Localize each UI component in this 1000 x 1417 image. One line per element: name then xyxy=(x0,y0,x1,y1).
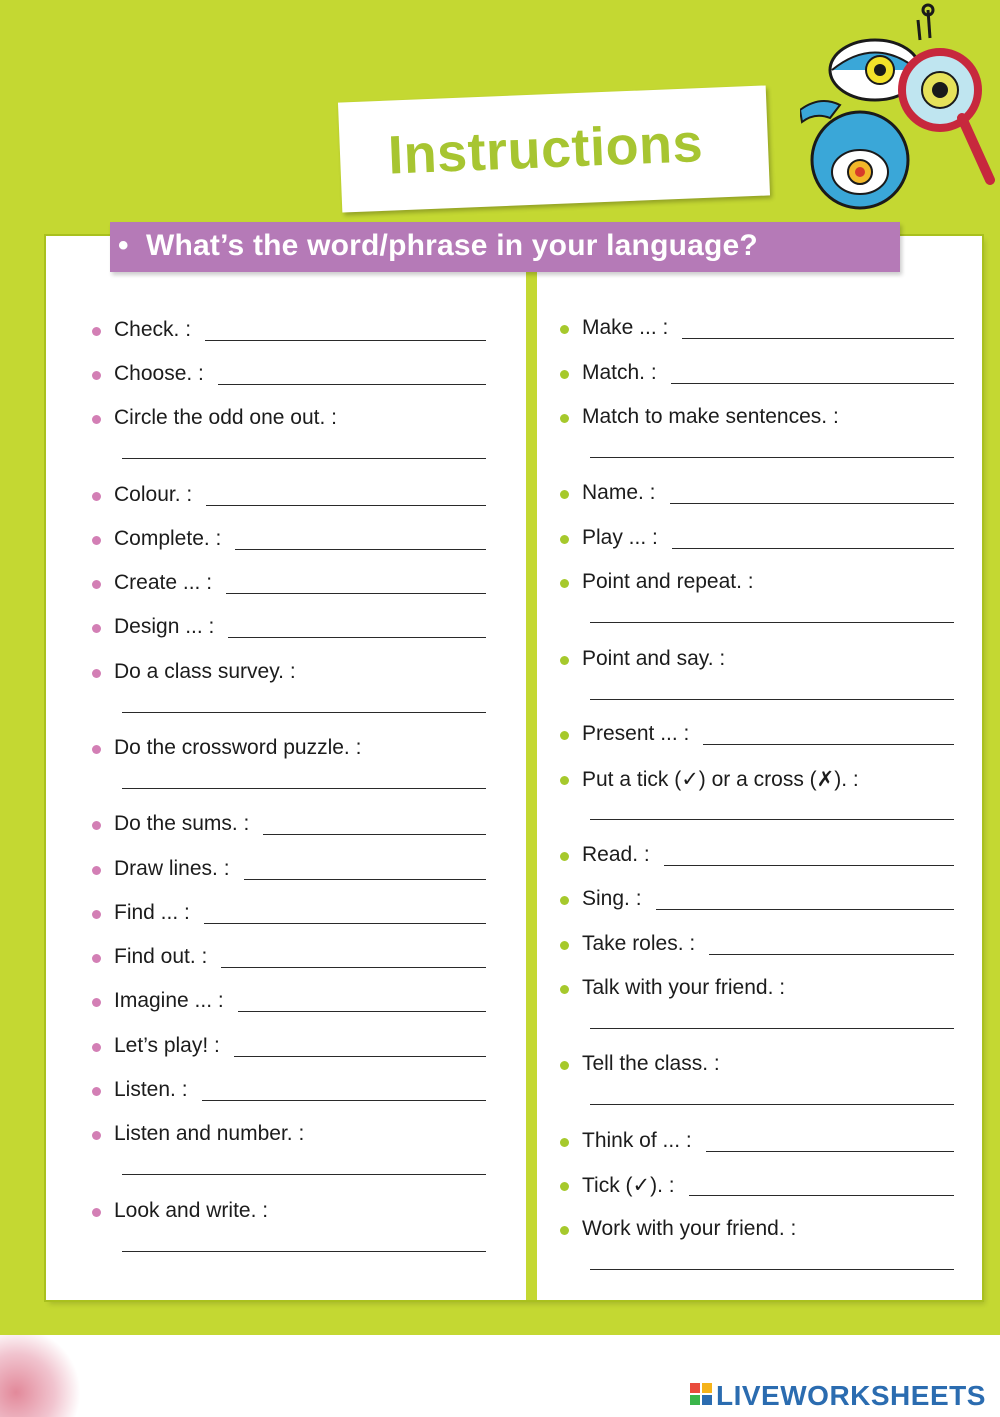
answer-line[interactable] xyxy=(122,1174,486,1175)
instruction-label: Tell the class. : xyxy=(582,1052,720,1075)
instruction-label: Colour. : xyxy=(114,483,193,506)
instruction-label: Imagine ... : xyxy=(114,989,224,1012)
instruction-label: Draw lines. : xyxy=(114,857,230,880)
answer-line[interactable] xyxy=(226,593,486,594)
bullet-dot xyxy=(92,624,101,633)
answer-line[interactable] xyxy=(590,1028,954,1029)
instruction-label: Check. : xyxy=(114,318,192,341)
bullet-dot xyxy=(560,1226,569,1235)
instruction-label: Listen and number. : xyxy=(114,1122,305,1145)
instruction-label: Make ... : xyxy=(582,316,669,339)
bullet-dot xyxy=(560,1138,569,1147)
answer-line[interactable] xyxy=(122,458,486,459)
answer-line[interactable] xyxy=(218,384,486,385)
answer-line[interactable] xyxy=(590,457,954,458)
pink-corner-decoration xyxy=(0,1335,80,1417)
banner-bullet: • xyxy=(118,229,129,262)
bullet-dot xyxy=(560,731,569,740)
answer-line[interactable] xyxy=(122,788,486,789)
bullet-dot xyxy=(560,985,569,994)
banner-text: What’s the word/phrase in your language? xyxy=(146,229,758,262)
bullet-dot xyxy=(92,1131,101,1140)
page-title: Instructions xyxy=(386,113,705,186)
answer-line[interactable] xyxy=(122,1251,486,1252)
answer-line[interactable] xyxy=(590,1269,954,1270)
logo-text: LIVEWORKSHEETS xyxy=(716,1380,986,1411)
answer-line[interactable] xyxy=(590,622,954,623)
bullet-dot xyxy=(92,998,101,1007)
answer-line[interactable] xyxy=(671,383,954,384)
instruction-label: Do the sums. : xyxy=(114,812,250,835)
bullet-dot xyxy=(92,669,101,678)
bullet-dot xyxy=(92,492,101,501)
answer-line[interactable] xyxy=(205,340,486,341)
answer-line[interactable] xyxy=(706,1151,954,1152)
instruction-label: Design ... : xyxy=(114,615,215,638)
bullet-dot xyxy=(92,371,101,380)
instruction-label: Put a tick (✓) or a cross (✗). : xyxy=(582,768,859,791)
answer-line[interactable] xyxy=(590,1104,954,1105)
bullet-dot xyxy=(560,325,569,334)
bullet-dot xyxy=(92,954,101,963)
answer-line[interactable] xyxy=(664,865,954,866)
instruction-label: Circle the odd one out. : xyxy=(114,406,337,429)
instruction-label: Do the crossword puzzle. : xyxy=(114,736,362,759)
liveworksheets-logo xyxy=(690,1380,990,1411)
answer-line[interactable] xyxy=(709,954,954,955)
bullet-dot xyxy=(560,1182,569,1191)
answer-line[interactable] xyxy=(206,505,486,506)
instruction-label: Sing. : xyxy=(582,887,642,910)
answer-line[interactable] xyxy=(590,819,954,820)
answer-line[interactable] xyxy=(204,923,486,924)
bullet-dot xyxy=(560,941,569,950)
bullet-dot xyxy=(560,414,569,423)
bullet-dot xyxy=(92,910,101,919)
instruction-label: Point and repeat. : xyxy=(582,570,754,593)
answer-line[interactable] xyxy=(263,834,486,835)
instruction-label: Listen. : xyxy=(114,1078,188,1101)
instruction-label: Match to make sentences. : xyxy=(582,405,839,428)
bullet-dot xyxy=(92,821,101,830)
robot-mascot-illustration xyxy=(800,0,1000,215)
instruction-label: Present ... : xyxy=(582,722,690,745)
instruction-label: Choose. : xyxy=(114,362,204,385)
column-divider xyxy=(526,264,537,1300)
instruction-label: Complete. : xyxy=(114,527,222,550)
instruction-label: Read. : xyxy=(582,843,650,866)
bullet-dot xyxy=(560,1061,569,1070)
answer-line[interactable] xyxy=(202,1100,486,1101)
bullet-dot xyxy=(560,656,569,665)
instruction-label: Work with your friend. : xyxy=(582,1217,797,1240)
instruction-label: Create ... : xyxy=(114,571,213,594)
bullet-dot xyxy=(560,535,569,544)
bullet-dot xyxy=(560,852,569,861)
instruction-label: Think of ... : xyxy=(582,1129,692,1152)
bullet-dot xyxy=(560,776,569,785)
answer-line[interactable] xyxy=(682,338,954,339)
answer-line[interactable] xyxy=(672,548,954,549)
instruction-label: Match. : xyxy=(582,361,657,384)
instruction-label: Point and say. : xyxy=(582,647,726,670)
answer-line[interactable] xyxy=(238,1011,486,1012)
bullet-dot xyxy=(560,896,569,905)
answer-line[interactable] xyxy=(656,909,954,910)
bullet-dot xyxy=(92,327,101,336)
instruction-label: Look and write. : xyxy=(114,1199,269,1222)
bullet-dot xyxy=(92,866,101,875)
instruction-label: Find ... : xyxy=(114,901,190,924)
instruction-label: Do a class survey. : xyxy=(114,660,296,683)
bullet-dot xyxy=(92,415,101,424)
bullet-dot xyxy=(92,536,101,545)
bullet-dot xyxy=(92,1087,101,1096)
instruction-label: Play ... : xyxy=(582,526,658,549)
bullet-dot xyxy=(92,1043,101,1052)
instruction-label: Tick (✓). : xyxy=(582,1174,675,1197)
answer-line[interactable] xyxy=(590,699,954,700)
instruction-label: Name. : xyxy=(582,481,656,504)
question-banner xyxy=(110,222,900,272)
instruction-label: Take roles. : xyxy=(582,932,696,955)
bullet-dot xyxy=(92,1208,101,1217)
instructions-title-card xyxy=(338,85,770,212)
answer-line[interactable] xyxy=(228,637,486,638)
instruction-label: Talk with your friend. : xyxy=(582,976,786,999)
bullet-dot xyxy=(92,745,101,754)
answer-line[interactable] xyxy=(235,549,486,550)
bullet-dot xyxy=(92,580,101,589)
answer-line[interactable] xyxy=(234,1056,486,1057)
answer-line[interactable] xyxy=(670,503,954,504)
answer-line[interactable] xyxy=(689,1195,954,1196)
instruction-label: Find out. : xyxy=(114,945,208,968)
bullet-dot xyxy=(560,579,569,588)
answer-line[interactable] xyxy=(244,879,486,880)
bullet-dot xyxy=(560,490,569,499)
answer-line[interactable] xyxy=(703,744,954,745)
answer-line[interactable] xyxy=(221,967,486,968)
bullet-dot xyxy=(560,370,569,379)
answer-line[interactable] xyxy=(122,712,486,713)
liveworksheets-logo-icon xyxy=(690,1383,712,1405)
instruction-label: Let’s play! : xyxy=(114,1034,220,1057)
